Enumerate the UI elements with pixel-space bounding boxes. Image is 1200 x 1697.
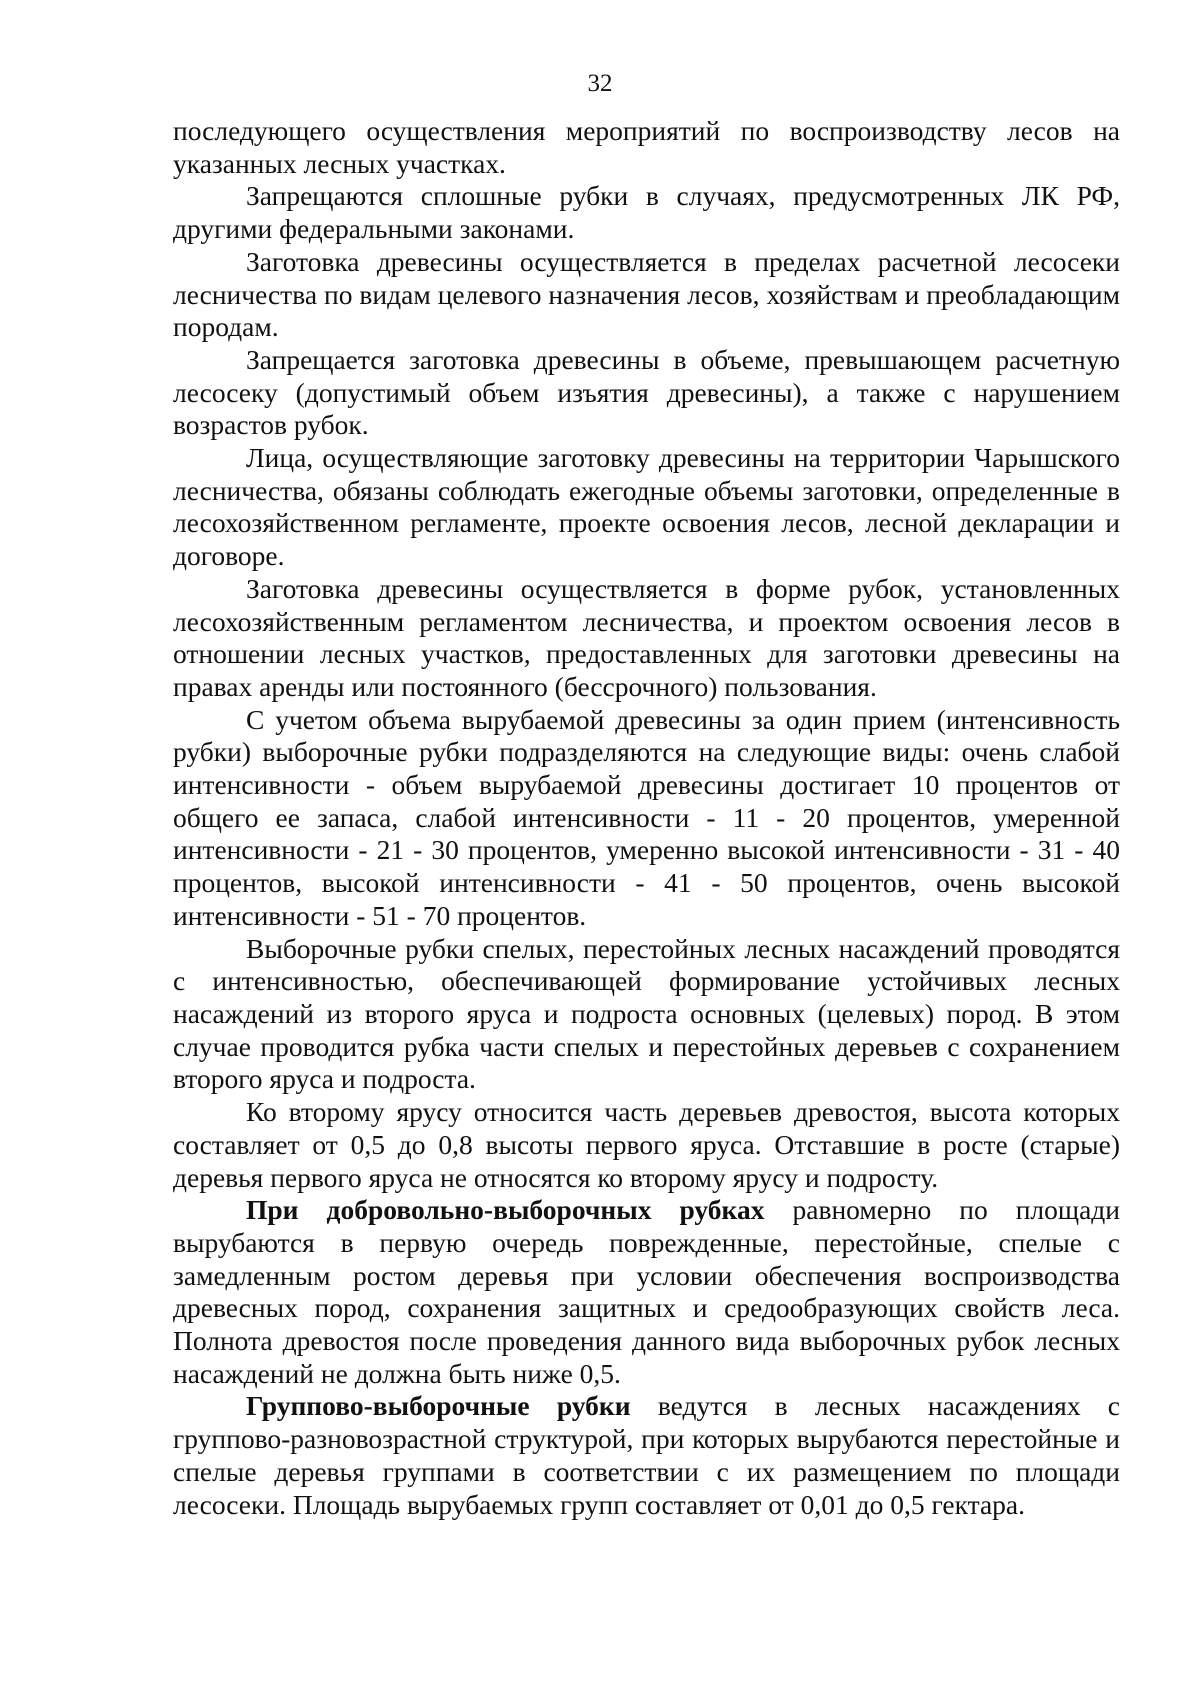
paragraph	[173, 246, 1120, 344]
paragraph-text: равномерно по площади вырубаются в первую очередь поврежденные, перестойные, спелые с замедленным ростом деревья при условии обеспечения воспроизводства древесных пород, сохранения защитных и средообразующих свойств леса. Полнота древостоя после проведения данного вида выборочных рубок лесных насаждений не должна быть ниже 0,5.	[173, 1194, 1120, 1389]
document-body	[173, 115, 1120, 1521]
paragraph	[173, 573, 1120, 704]
paragraph-text: Ко второму ярусу относится часть деревьев древостоя, высота которых составляет от 0,5 до 0,8 высоты первого яруса. Отставшие в росте (старые) деревья первого яруса не относятся ко второму ярусу и подросту.	[173, 1096, 1120, 1193]
paragraph	[173, 180, 1120, 245]
bold-term: Группово-выборочные рубки	[246, 1390, 631, 1422]
paragraph-text: Запрещаются сплошные рубки в случаях, предусмотренных ЛК РФ, другими федеральными законами.	[173, 180, 1120, 245]
paragraph-text: последующего осуществления мероприятий по воспроизводству лесов на указанных лесных участках.	[173, 115, 1120, 179]
paragraph	[173, 933, 1120, 1097]
paragraph-text: Заготовка древесины осуществляется в пределах расчетной лесосеки лесничества по видам целевого назначения лесов, хозяйствам и преобладающим породам.	[173, 245, 1120, 343]
paragraph	[173, 1390, 1120, 1521]
paragraph-continuation	[173, 115, 1120, 180]
paragraph	[173, 704, 1120, 933]
paragraph-text: Лица, осуществляющие заготовку древесины на территории Чарышского лесничества, обязаны соблюдать ежегодные объемы заготовки, определенные в лесохозяйственном регламенте, проекте освоения лесов, лесной декларации и договоре.	[173, 442, 1120, 572]
paragraph	[173, 1096, 1120, 1194]
paragraph	[173, 442, 1120, 573]
paragraph-text: С учетом объема вырубаемой древесины за один прием (интенсивность рубки) выборочные рубки подразделяются на следующие виды: очень слабой интенсивности - объем вырубаемой древесины достигает 10 процентов от общего ее запаса, слабой интенсивности - 11 - 20 процентов, умеренной интенсивности - 21 - 30 процентов, умеренно высокой интенсивности - 31 - 40 процентов, высокой интенсивности - 41 - 50 процентов, очень высокой интенсивности - 51 - 70 процентов.	[173, 703, 1120, 931]
paragraph-text: Запрещается заготовка древесины в объеме, превышающем расчетную лесосеку (допустимый объем изъятия древесины), а также с нарушением возрастов рубок.	[173, 343, 1120, 441]
paragraph	[173, 1194, 1120, 1390]
bold-term: При добровольно-выборочных рубках	[246, 1194, 765, 1226]
paragraph	[173, 344, 1120, 442]
paragraph-text: ведутся в лесных насаждениях с группово-разновозрастной структурой, при которых вырубаются перестойные и спелые деревья группами в соответствии с их размещением по площади лесосеки. Площадь вырубаемых групп составляет от 0,01 до 0,5 гектара.	[173, 1390, 1120, 1520]
paragraph-text: Заготовка древесины осуществляется в форме рубок, установленных лесохозяйственным регламентом лесничества, и проектом освоения лесов в отношении лесных участков, предоставленных для заготовки древесины на правах аренды или постоянного (бессрочного) пользования.	[173, 572, 1120, 702]
paragraph-text: Выборочные рубки спелых, перестойных лесных насаждений проводятся с интенсивностью, обеспечивающей формирование устойчивых лесных насаждений из второго яруса и подроста основных (целевых) пород. В этом случае проводится рубка части спелых и перестойных деревьев с сохранением второго яруса и подроста.	[173, 932, 1120, 1095]
page-number: 32	[587, 70, 613, 97]
